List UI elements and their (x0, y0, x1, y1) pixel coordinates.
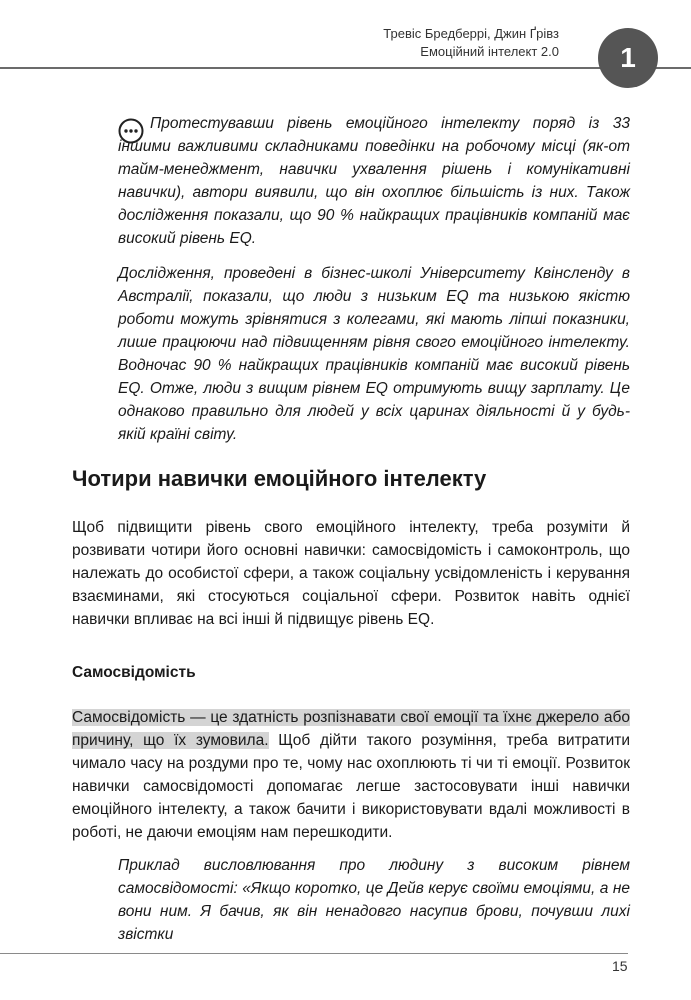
subsection-heading: Самосвідомість (72, 664, 196, 681)
running-header-book-title: Емоційний інтелект 2.0 (420, 44, 559, 59)
section-heading: Чотири навички емоційного інтелекту (72, 466, 487, 491)
example-paragraph: Приклад висловлювання про людину з високим рівнем самосвідомості: «Якщо коротко, це Дейв керує своїми емоціями, а не вони ним. Я бачив, як він ненадовго насупив брови, почувши лихі звістки (118, 857, 630, 943)
highlighted-definition: Самосвідомість — це здатність розпізнавати свої емоції та їхнє джерело або причину, що їх зумовила. (72, 709, 630, 749)
section-paragraph: Щоб підвищити рівень свого емоційного інтелекту, треба розуміти й розвивати чотири його основні навички: самосвідомість і самоконтроль, що належать до особистої сфери, а також соціальну усвідомленість і керування взаєминами, які стосуються соціальної сфери. Розвиток навіть однієї навички впливає на всі інші й підвищує рівень EQ. (72, 519, 630, 628)
footer-rule (0, 953, 628, 954)
note-paragraph-2: Дослідження, проведені в бізнес-школі Університету Квінсленду в Австралії, показали, що люди з низьким EQ та низькою якістю роботи можуть зрівнятися з колегами, які мають ліпші показники, лише працюючи над підвищенням рівня свого емоційного інтелекту. Водночас 90 % найкращих працівників компаній має високий рівень EQ. Отже, люди з вищим рівнем EQ отримують вищу зарплату. Це однаково правильно для людей у всіх царинах діяльності й у будь-якій країні світу. (118, 265, 630, 443)
header-rule (0, 67, 691, 69)
page-number: 15 (612, 958, 628, 974)
running-header-authors: Тревіс Бредберрі, Джин Ґрівз (383, 26, 559, 41)
self-awareness-paragraph (72, 706, 630, 844)
note-paragraph-1: Протестувавши рівень емоційного інтелекту поряд із 33 іншими важливими складниками поведінки на робочому місці (як-от тайм-менеджмент, навички ухвалення рішень і комунікативні навички), автори виявили, що він охоплює більшість із них. Також дослідження показали, що 90 % найкращих працівників компаній має високий рівень EQ. (118, 115, 630, 247)
chapter-number-badge: 1 (598, 28, 658, 88)
self-awareness-text: Щоб дійти такого розуміння, треба витратити чимало часу на роздуми про те, чому нас охоплюють ті чи ті емоції. Розвиток навички самосвідомості допомагає легше застосовувати інші навички емоційного інтелекту, а також бачити і використовувати вдалі можливості в роботі, не даючи емоціям нам перешкодити. (72, 732, 630, 841)
